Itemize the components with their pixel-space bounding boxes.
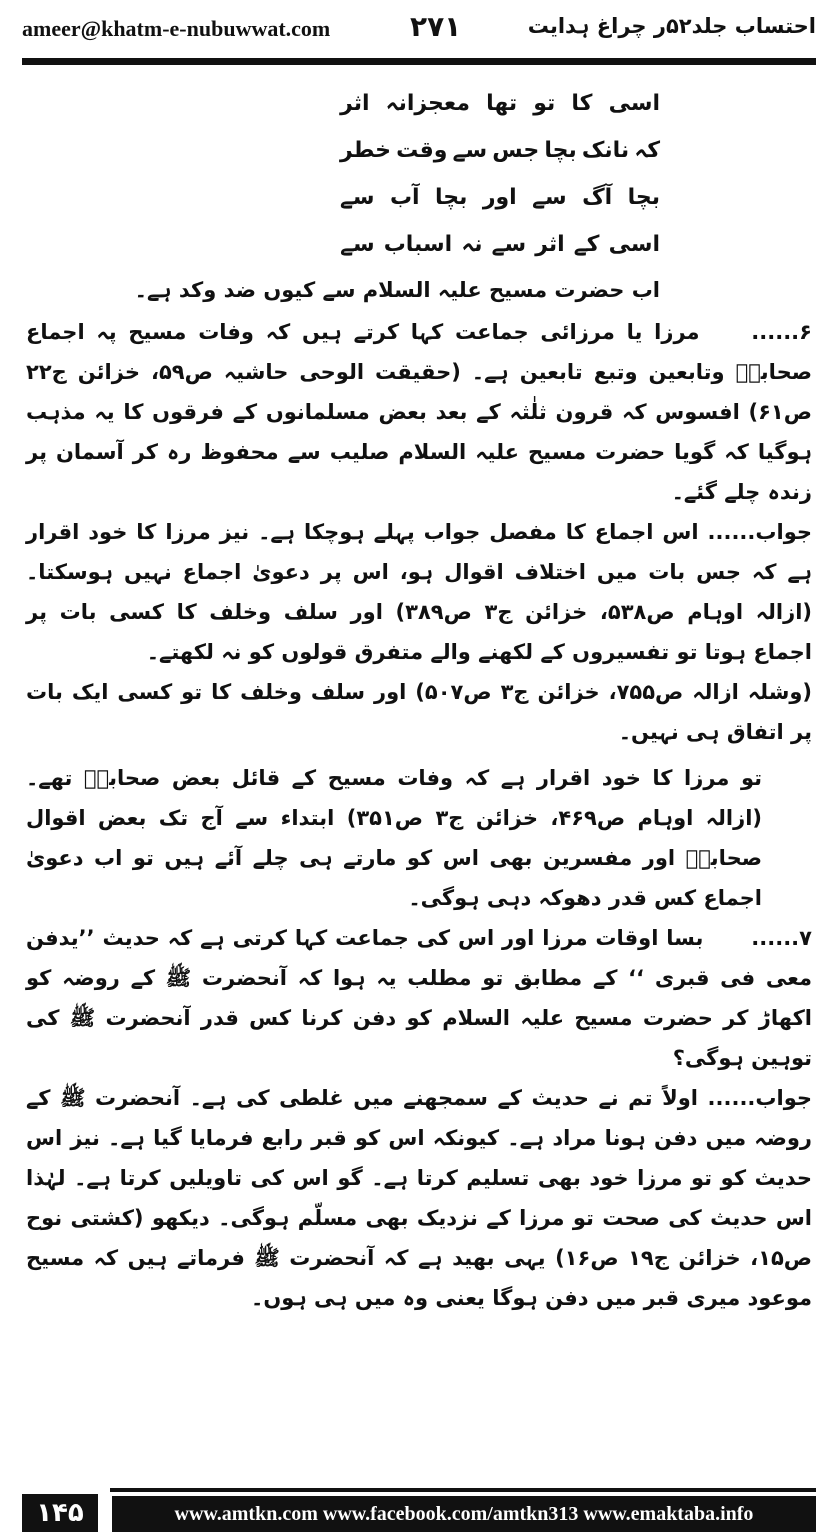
paragraph-6-continuation: تو مرزا کا خود اقرار ہے کہ وفات مسیح کے قائل بعض صحابہؓ تھے۔ (ازالہ اوہام ص۴۶۹، خزائن ج۳ ص۳۵۱) ابتداء سے آج تک بعض اقوال صحابہؓ اور مفسرین بھی اس کو مارتے ہی چلے آئے ہیں تو اب دعویٰ اجماع کس قدر دھوکہ دہی ہوگی۔ xyxy=(26,766,763,910)
verse-line-3 xyxy=(340,174,660,221)
verse-word: سے xyxy=(340,185,375,210)
header-book-page-number: ۲۷۱ xyxy=(410,10,462,43)
poem xyxy=(26,80,812,312)
verse-word: وقت xyxy=(396,138,448,163)
verse-word: بچا xyxy=(435,185,468,210)
verse-word: سے xyxy=(340,232,375,257)
page-body xyxy=(26,80,812,1318)
verse-word: سے xyxy=(491,232,527,257)
poem-closing-line: اب حضرت مسیح علیہ السلام سے کیوں ضد وکد ہے۔ xyxy=(134,278,660,302)
verse-word: سے xyxy=(532,185,567,210)
paragraph-6-reference: (وشلہ ازالہ ص۷۵۵، خزائن ج۳ ص۵۰۷) اور سلف وخلف کا تو کسی ایک بات پر اتفاق ہی نہیں۔ xyxy=(26,680,812,744)
verse-word: سے xyxy=(452,138,488,163)
verse-word: جس xyxy=(492,138,540,163)
verse-word: کا xyxy=(571,91,593,116)
verse-word: بچا xyxy=(627,185,660,210)
verse-word: اور xyxy=(482,185,517,210)
verse-word: نہ xyxy=(461,232,483,257)
paragraph-6 xyxy=(26,312,812,512)
footer-rule xyxy=(110,1488,816,1492)
verse-word: تھا xyxy=(486,91,518,116)
verse-word: نانک xyxy=(581,138,630,163)
header-email: ameer@khatm-e-nubuwwat.com xyxy=(22,16,331,41)
paragraph-number: ۶...... xyxy=(751,320,812,344)
paragraph-text: مرزا یا مرزائی جماعت کہا کرتے ہیں کہ وفات مسیح پہ اجماع صحابہؓ وتابعین وتبع تابعین ہے۔ (حقیقت الوحی حاشیہ ص۵۹، خزائن ج۲۲ ص۶۱) افسوس کہ قرون ثلٰثہ کے بعد بعض مسلمانوں کے فرقوں کا یہ مذہب ہوگیا کہ گویا حضرت مسیح علیہ السلام صلیب سے محفوظ رہ کر آسمان پر زندہ چلے گئے۔ xyxy=(26,320,812,504)
verse-word: آگ xyxy=(582,185,613,210)
verse-word: اسی xyxy=(608,91,660,116)
paragraph-number: ۷...... xyxy=(751,926,812,950)
paragraph-6-answer: جواب...... اس اجماع کا مفصل جواب پہلے ہوچکا ہے۔ نیز مرزا کا خود اقرار ہے کہ جس بات میں اختلاف اقوال ہو، اس پر دعویٰ اجماع نہیں ہوسکتا۔ (ازالہ اوہام ص۵۳۸، خزائن ج۳ ص۳۸۹) اور سلف وخلف کا کسی بات پر اجماع ہوتا تو تفسیروں کے لکھنے والے متفرق قولوں کو نہ لکھتے۔ xyxy=(26,520,812,664)
verse-word: خطر xyxy=(340,138,391,163)
verse-line-4 xyxy=(340,221,660,268)
footer-website-links: www.amtkn.com www.facebook.com/amtkn313 www.emaktaba.info xyxy=(112,1496,816,1532)
header-title: احتساب جلد۵۲ر چراغ ہدایت xyxy=(527,14,816,38)
verse-word: تو xyxy=(533,91,556,116)
verse-word: اثر xyxy=(535,232,565,257)
verse-line-1 xyxy=(340,80,660,127)
page-header xyxy=(22,10,816,54)
verse-word: کہ xyxy=(634,138,660,163)
verse-word: معجزانہ xyxy=(385,91,470,116)
verse-line-2 xyxy=(340,127,660,174)
verse-word: اسی xyxy=(608,232,660,257)
paragraph-7 xyxy=(26,918,812,1078)
paragraph-text: بسا اوقات مرزا اور اس کی جماعت کہا کرتی ہے کہ حدیث ’’یدفن معی فی قبری ‘‘ کے مطابق تو مطلب یہ ہوا کہ آنحضرت ﷺ کے روضہ کو اکھاڑ کر حضرت مسیح علیہ السلام کو دفن کرنا کس قدر آنحضرت ﷺ کی توہین ہوگی؟ xyxy=(26,926,812,1070)
verse-word: کے xyxy=(573,232,600,257)
verse-word: اثر xyxy=(340,91,370,116)
paragraph-7-answer: جواب...... اولاً تم نے حدیث کے سمجھنے میں غلطی کی ہے۔ آنحضرت ﷺ کے روضہ میں دفن ہونا مراد ہے۔ کیونکہ اس کو قبر رابع فرمایا گیا ہے۔ نیز اس حدیث کو تو مرزا خود بھی تسلیم کرتا ہے۔ گو اس کی تاویلیں کرتا ہے۔ لہٰذا اس حدیث کی صحت تو مرزا کے نزدیک بھی مسلّم ہوگی۔ دیکھو (کشتی نوح ص۱۵، خزائن ج۱۹ ص۱۶) یہی بھید ہے کہ آنحضرت ﷺ فرماتے ہیں کہ مسیح موعود میری قبر میں دفن ہوگا یعنی وہ میں ہی ہوں۔ xyxy=(26,1086,813,1310)
header-rule xyxy=(22,58,816,65)
footer-page-number: ۱۴۵ xyxy=(22,1494,98,1532)
verse-word: اسباب xyxy=(383,232,453,257)
verse-word: بچا xyxy=(544,138,577,163)
verse-word: آب xyxy=(389,185,420,210)
